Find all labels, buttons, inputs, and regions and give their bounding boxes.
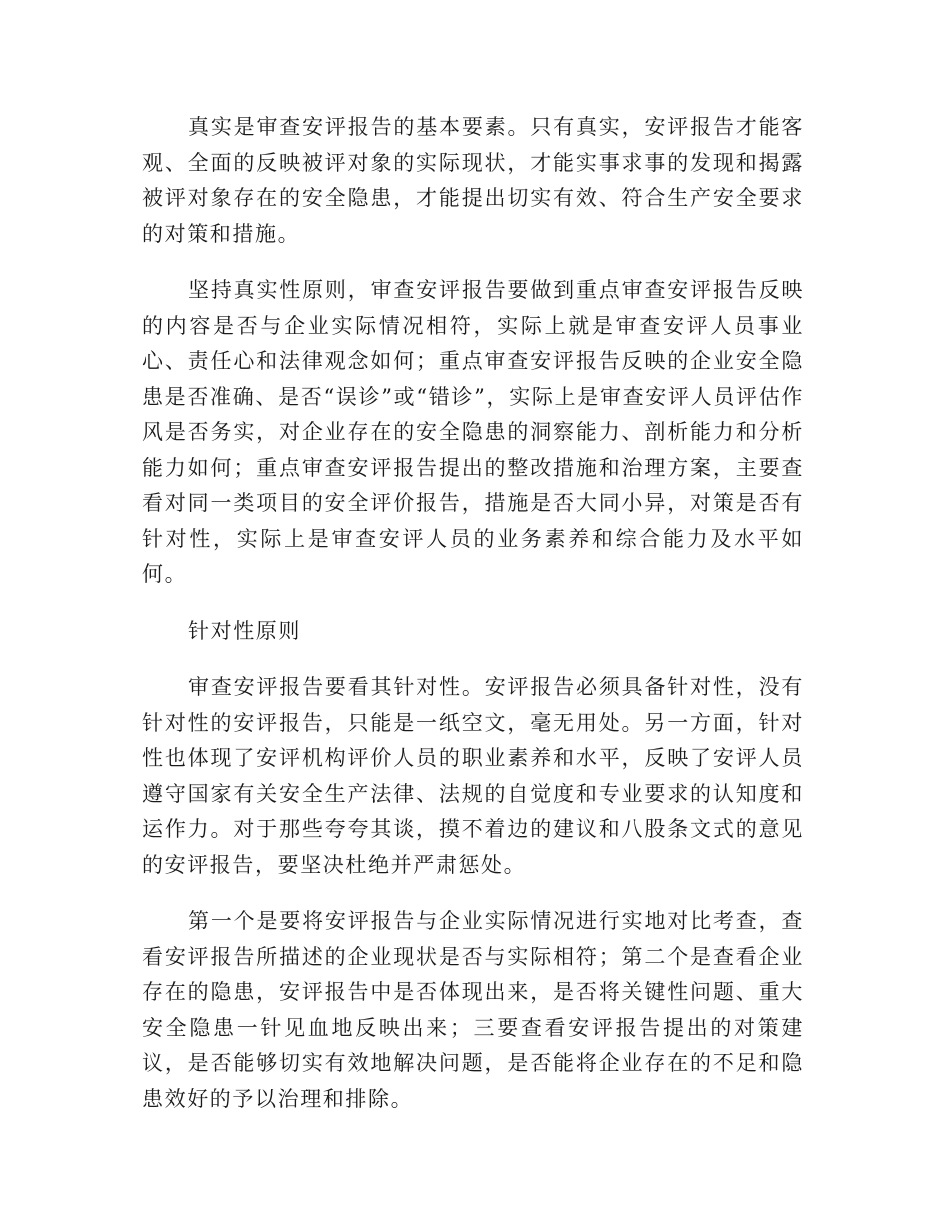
document-body [142, 110, 804, 1138]
section-heading-targeting-principle: 针对性原则 [188, 618, 301, 643]
paragraph-review-steps: 第一个是要将安评报告与企业实际情况进行实地对比考查，查看安评报告所描述的企业现状是否与实际相符；第二个是查看企业存在的隐患，安评报告中是否体现出来，是否将关键性问题、重大安全隐患一针见血地反映出来；三要查看安评报告提出的对策建议，是否能够切实有效地解决问题，是否能将企业存在的不足和隐患效好的予以治理和排除。 [142, 909, 804, 1111]
paragraph-targeting-principle: 审查安评报告要看其针对性。安评报告必须具备针对性，没有针对性的安评报告，只能是一纸空文，毫无用处。另一方面，针对性也体现了安评机构评价人员的职业素养和水平，反映了安评人员遵守国家有关安全生产法律、法规的自觉度和专业要求的认知度和运作力。对于那些夸夸其谈，摸不着边的建议和八股条文式的意见的安评报告，要坚决杜绝并严肃惩处。 [142, 675, 804, 877]
paragraph-truthfulness-principle: 坚持真实性原则，审查安评报告要做到重点审查安评报告反映的内容是否与企业实际情况相符，实际上就是审查安评人员事业心、责任心和法律观念如何；重点审查安评报告反映的企业安全隐患是否准确、是否“误诊”或“错诊”，实际上是审查安评人员评估作风是否务实，对企业存在的安全隐患的洞察能力、剖析能力和分析能力如何；重点审查安评报告提出的整改措施和治理方案，主要查看对同一类项目的安全评价报告，措施是否大同小异，对策是否有针对性，实际上是审查安评人员的业务素养和综合能力及水平如何。 [142, 278, 804, 586]
paragraph-truthfulness-intro: 真实是审查安评报告的基本要素。只有真实，安评报告才能客观、全面的反映被评对象的实际现状，才能实事求事的发现和揭露被评对象存在的安全隐患，才能提出切实有效、符合生产安全要求的对策和措施。 [142, 115, 804, 246]
